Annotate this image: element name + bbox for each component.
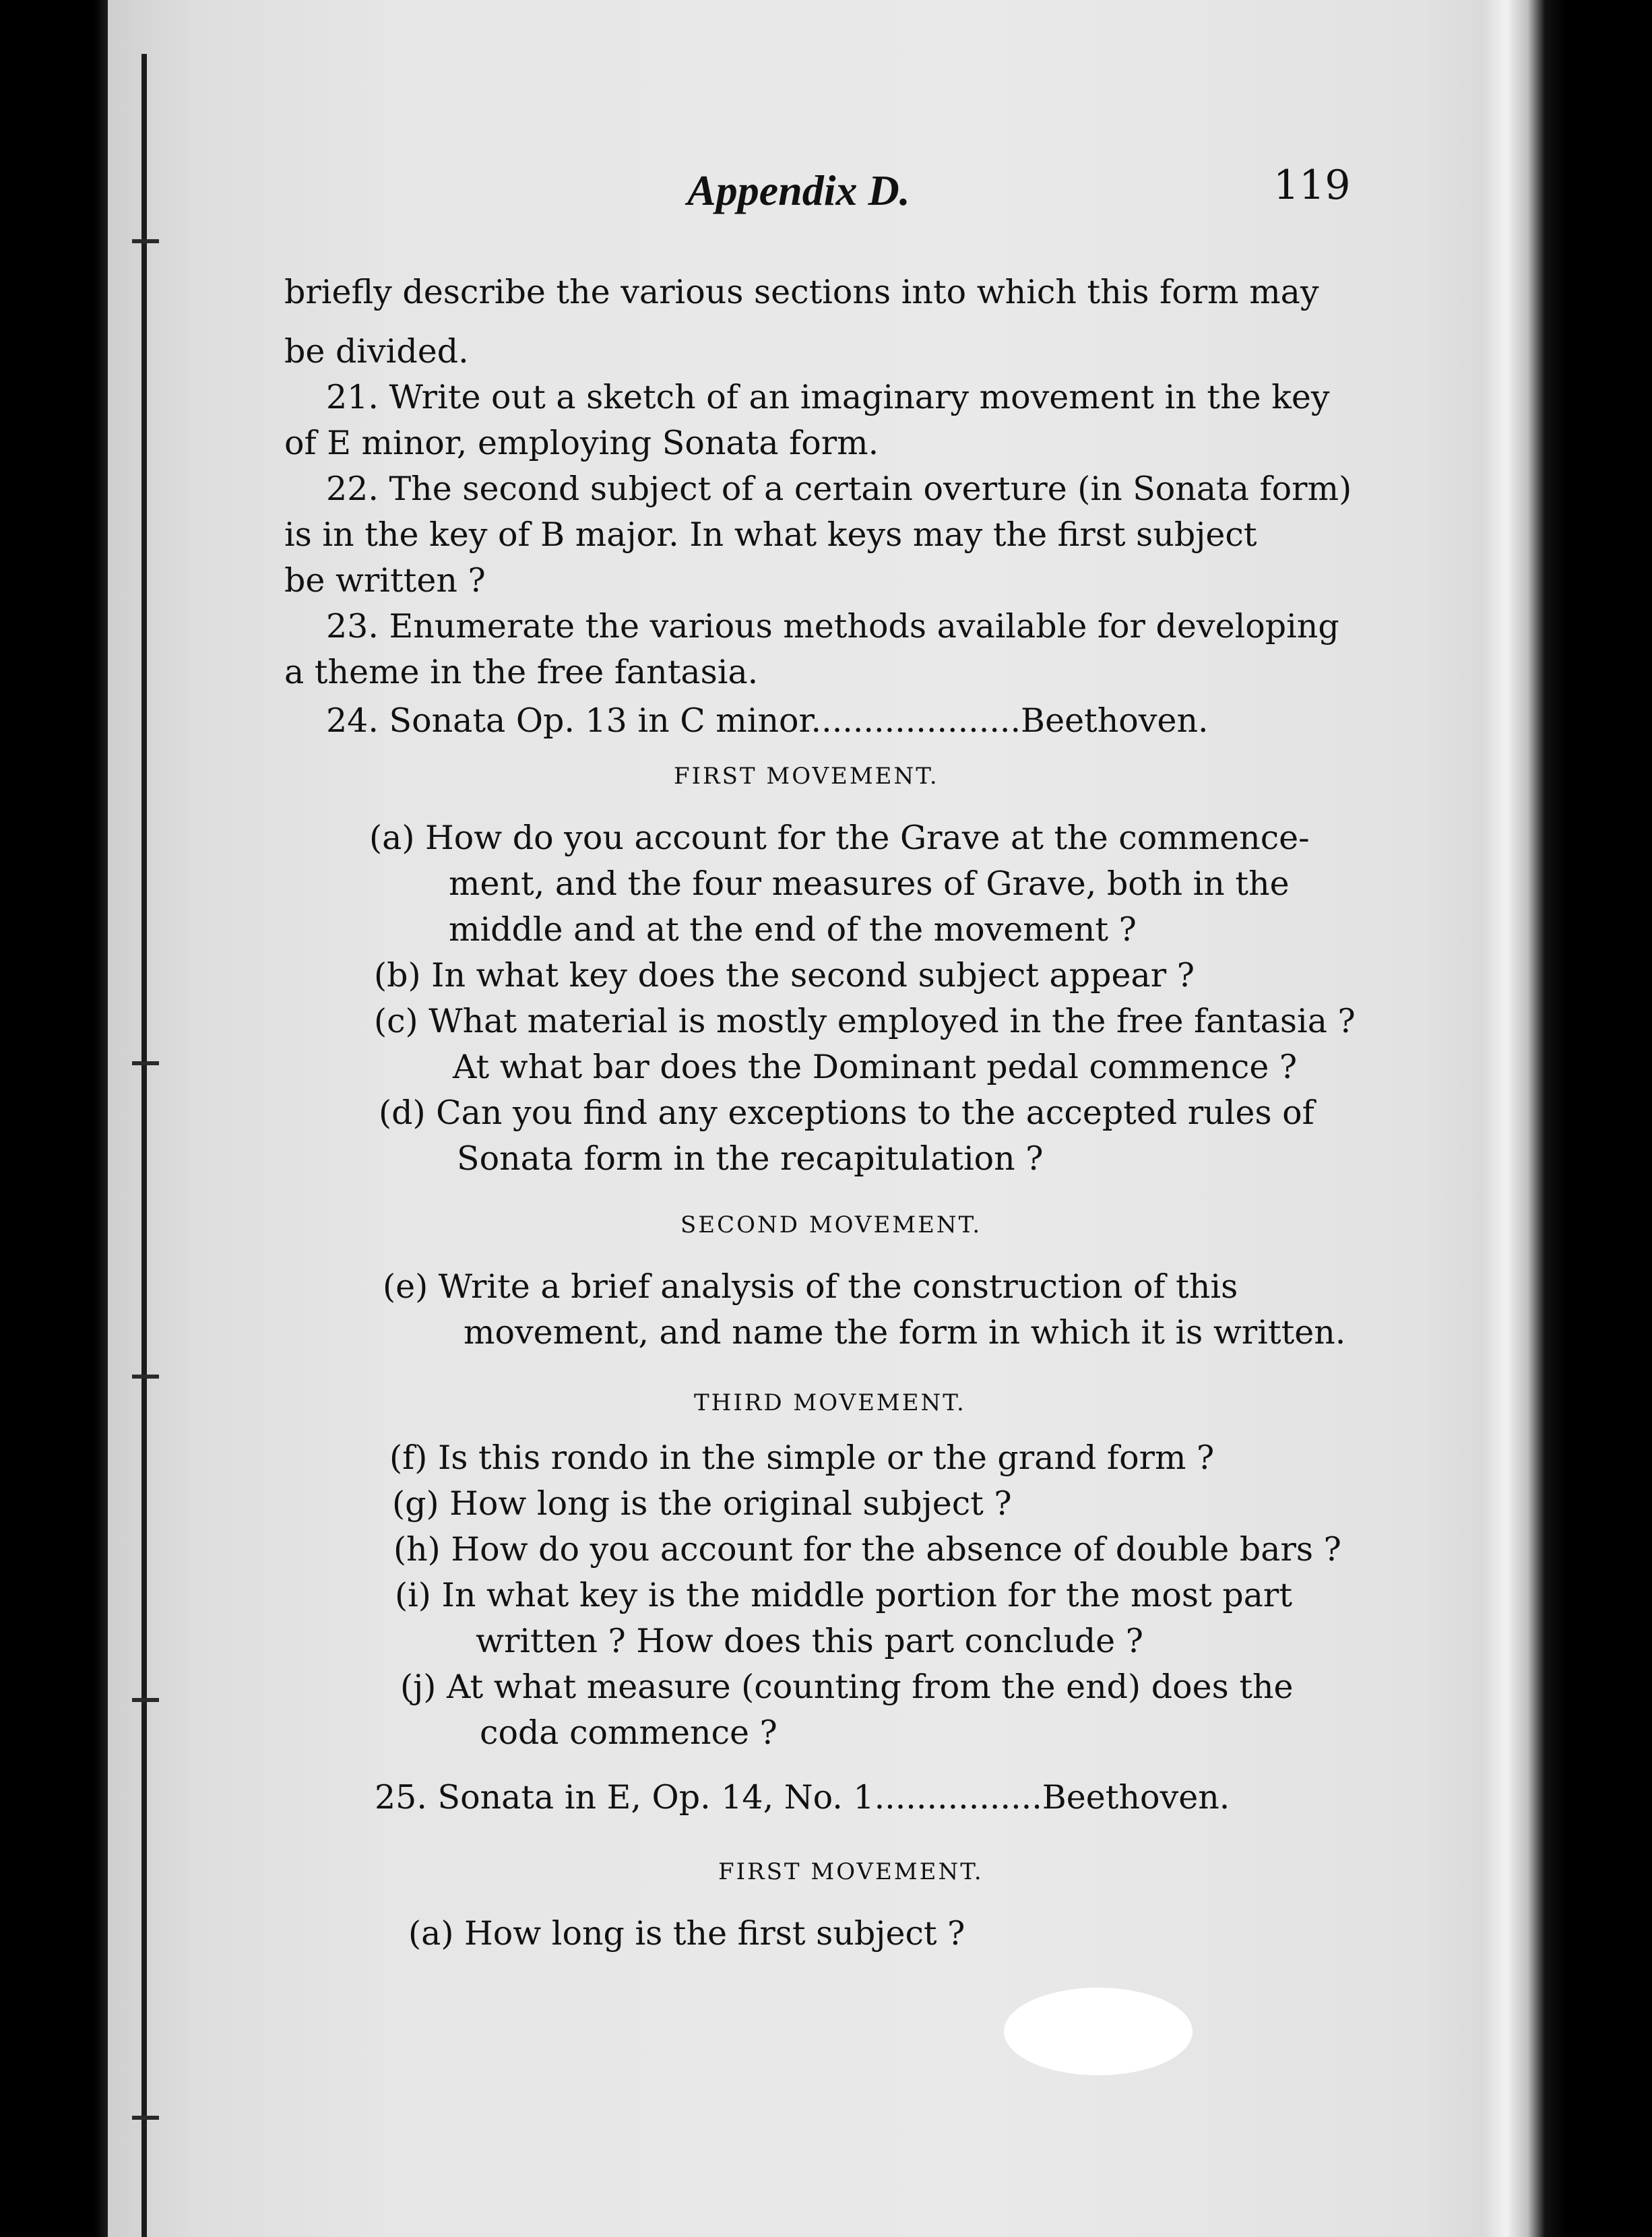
question-line: (c) What material is mostly employed in the free fantasia ?	[374, 1002, 1356, 1040]
question-title: 25. Sonata in E, Op. 14, No. 1................Beethoven.	[375, 1778, 1230, 1817]
question-line: (a) How long is the first subject ?	[408, 1914, 965, 1953]
binding-stitch	[132, 1061, 159, 1065]
binding-stitch	[132, 1698, 159, 1702]
question-line: (h) How do you account for the absence of double bars ?	[393, 1530, 1341, 1569]
question-line: movement, and name the form in which it is written.	[464, 1313, 1346, 1352]
section-heading: SECOND MOVEMENT.	[680, 1211, 982, 1238]
question-line: Sonata form in the recapitulation ?	[457, 1139, 1044, 1178]
question-line: coda commence ?	[480, 1713, 777, 1752]
text-line: 24. Sonata Op. 13 in C minor....................Beethoven.	[326, 701, 1209, 740]
text-line: is in the key of B major. In what keys may the first subject	[284, 515, 1257, 554]
paper-blemish	[1004, 1988, 1193, 2075]
question-line: (d) Can you find any exceptions to the accepted rules of	[379, 1094, 1314, 1132]
question-line: ment, and the four measures of Grave, both in the	[449, 864, 1290, 903]
question-line: At what bar does the Dominant pedal commence ?	[453, 1048, 1298, 1086]
running-header: Appendix D.	[687, 166, 910, 214]
binding-stitch	[132, 239, 159, 243]
section-heading: THIRD MOVEMENT.	[694, 1389, 966, 1416]
text-line: of E minor, employing Sonata form.	[284, 424, 879, 462]
section-heading: FIRST MOVEMENT.	[718, 1858, 984, 1885]
text-line: a theme in the free fantasia.	[284, 653, 759, 691]
text-line: briefly describe the various sections into which this form may	[284, 273, 1319, 311]
binding-stitch	[132, 1375, 159, 1379]
question-line: (e) Write a brief analysis of the construction of this	[383, 1267, 1238, 1306]
question-line: (j) At what measure (counting from the end) does the	[400, 1668, 1294, 1706]
text-line: 23. Enumerate the various methods available for developing	[326, 607, 1339, 645]
binding-thread	[141, 54, 147, 2237]
text-line: be divided.	[284, 332, 469, 371]
section-heading: FIRST MOVEMENT.	[674, 763, 939, 790]
question-line: middle and at the end of the movement ?	[449, 910, 1137, 949]
text-line: be written ?	[284, 561, 486, 600]
question-line: (b) In what key does the second subject appear ?	[374, 956, 1195, 995]
page-number: 119	[1273, 162, 1351, 209]
question-line: (g) How long is the original subject ?	[392, 1484, 1012, 1523]
page-edge	[1481, 0, 1566, 2237]
question-line: (i) In what key is the middle portion for the most part	[395, 1576, 1293, 1614]
question-line: (a) How do you account for the Grave at the commence-	[369, 819, 1310, 857]
binding-stitch	[132, 2116, 159, 2120]
text-line: 21. Write out a sketch of an imaginary movement in the key	[326, 378, 1330, 416]
text-line: 22. The second subject of a certain overture (in Sonata form)	[326, 470, 1352, 508]
question-line: written ? How does this part conclude ?	[476, 1622, 1144, 1660]
question-line: (f) Is this rondo in the simple or the grand form ?	[389, 1439, 1215, 1477]
